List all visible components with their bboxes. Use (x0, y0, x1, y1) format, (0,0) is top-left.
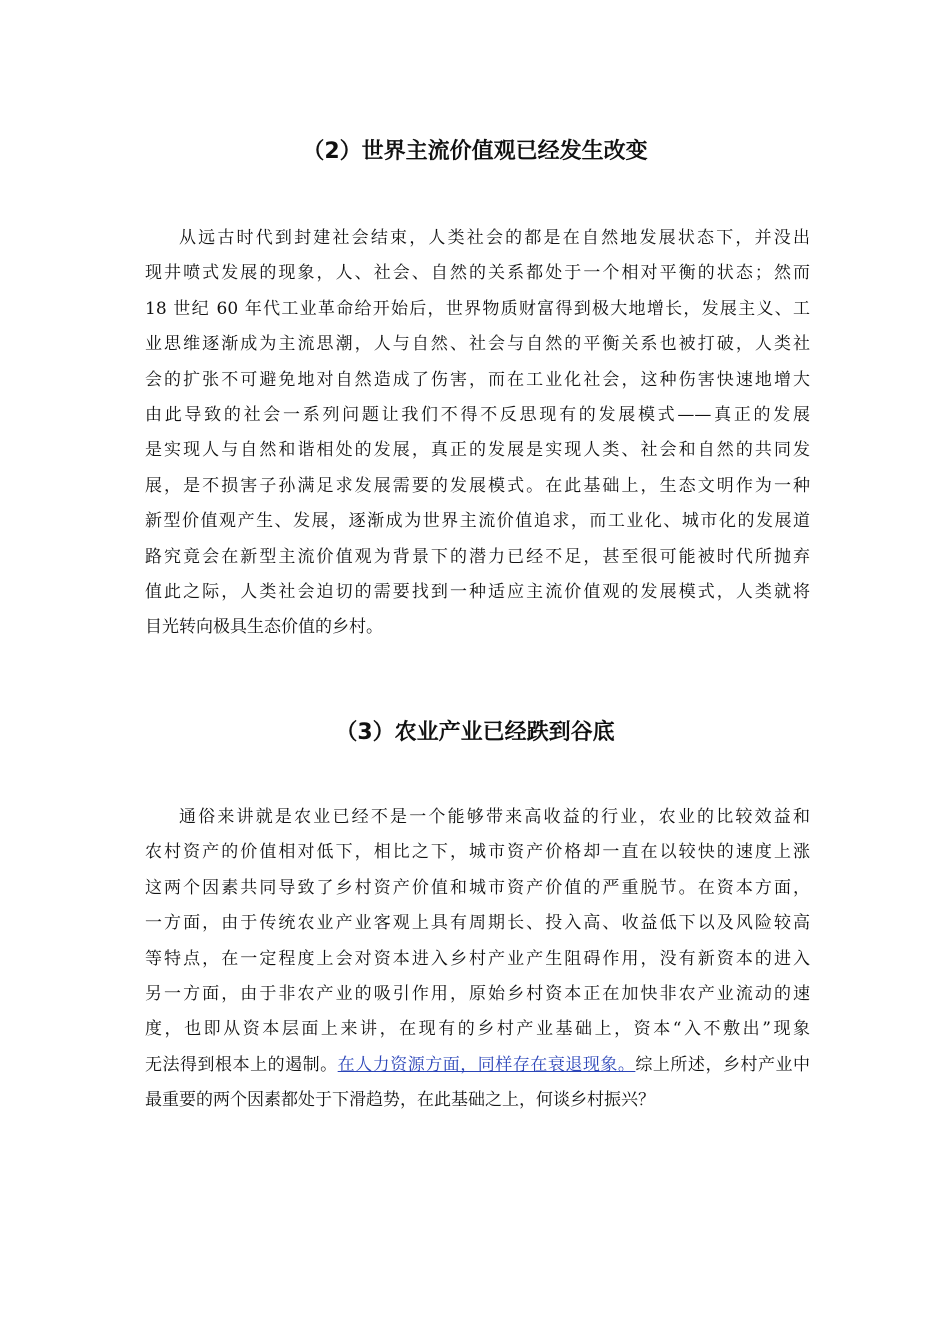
paragraph-line: 18 世纪 60 年代工业革命给开始后，世界物质财富得到极大地增长，发展主义、工 (145, 298, 810, 319)
paragraph-line: 由此导致的社会一系列问题让我们不得不反思现有的发展模式——真正的发展 (145, 405, 810, 426)
paragraph-line: 会的扩张不可避免地对自然造成了伤害，而在工业化社会，这种伤害快速地增大 (145, 369, 810, 390)
paragraph-line: 新型价值观产生、发展，逐渐成为世界主流价值追求，而工业化、城市化的发展道 (145, 511, 810, 532)
paragraph-line: 路究竟会在新型主流价值观为背景下的潜力已经不足，甚至很可能被时代所抛弃 (145, 546, 810, 567)
section-2-heading: （2）世界主流价值观已经发生改变 (302, 139, 648, 164)
section-3-paragraph (145, 800, 810, 1119)
paragraph-line: 最重要的两个因素都处于下滑趋势，在此基础之上，何谈乡村振兴？ (145, 1090, 655, 1111)
paragraph-line: 展，是不损害子孙满足求发展需要的发展模式。在此基础上，生态文明作为一种 (145, 475, 810, 496)
paragraph-line: 这两个因素共同导致了乡村资产价值和城市资产价值的严重脱节。在资本方面， (145, 877, 810, 898)
line-text-after-link: 综上所述，乡村产业中 (635, 1054, 810, 1075)
paragraph-line: 值此之际，人类社会迫切的需要找到一种适应主流价值观的发展模式，人类就将 (145, 582, 810, 603)
paragraph-line: 度，也即从资本层面上来讲，在现有的乡村产业基础上，资本“入不敷出”现象 (145, 1019, 810, 1040)
line-text-before-link: 无法得到根本上的遏制。 (145, 1054, 338, 1075)
section-3-heading: （3）农业产业已经跌到谷底 (335, 720, 615, 745)
paragraph-line: 另一方面，由于非农产业的吸引作用，原始乡村资本正在加快非农产业流动的速 (145, 984, 810, 1005)
paragraph-line: 是实现人与自然和谐相处的发展，真正的发展是实现人类、社会和自然的共同发 (145, 440, 810, 461)
paragraph-line: 从远古时代到封建社会结束，人类社会的都是在自然地发展状态下，并没出 (179, 228, 810, 248)
section-2-paragraph (145, 221, 810, 646)
paragraph-line-with-link (145, 1048, 810, 1083)
hyperlink-human-resources[interactable]: 在人力资源方面，同样存在衰退现象。 (337, 1054, 636, 1075)
paragraph-line: 目光转向极具生态价值的乡村。 (145, 617, 383, 638)
paragraph-line: 现井喷式发展的现象，人、社会、自然的关系都处于一个相对平衡的状态；然而 (145, 263, 810, 284)
paragraph-line: 业思维逐渐成为主流思潮，人与自然、社会与自然的平衡关系也被打破，人类社 (145, 334, 810, 355)
paragraph-line: 等特点，在一定程度上会对资本进入乡村产业产生阻碍作用，没有新资本的进入 (145, 948, 810, 969)
paragraph-line: 一方面，由于传统农业产业客观上具有周期长、投入高、收益低下以及风险较高 (145, 913, 810, 934)
paragraph-line: 通俗来讲就是农业已经不是一个能够带来高收益的行业，农业的比较效益和 (179, 807, 810, 827)
paragraph-line: 农村资产的价值相对低下，相比之下，城市资产价格却一直在以较快的速度上涨 (145, 842, 810, 863)
